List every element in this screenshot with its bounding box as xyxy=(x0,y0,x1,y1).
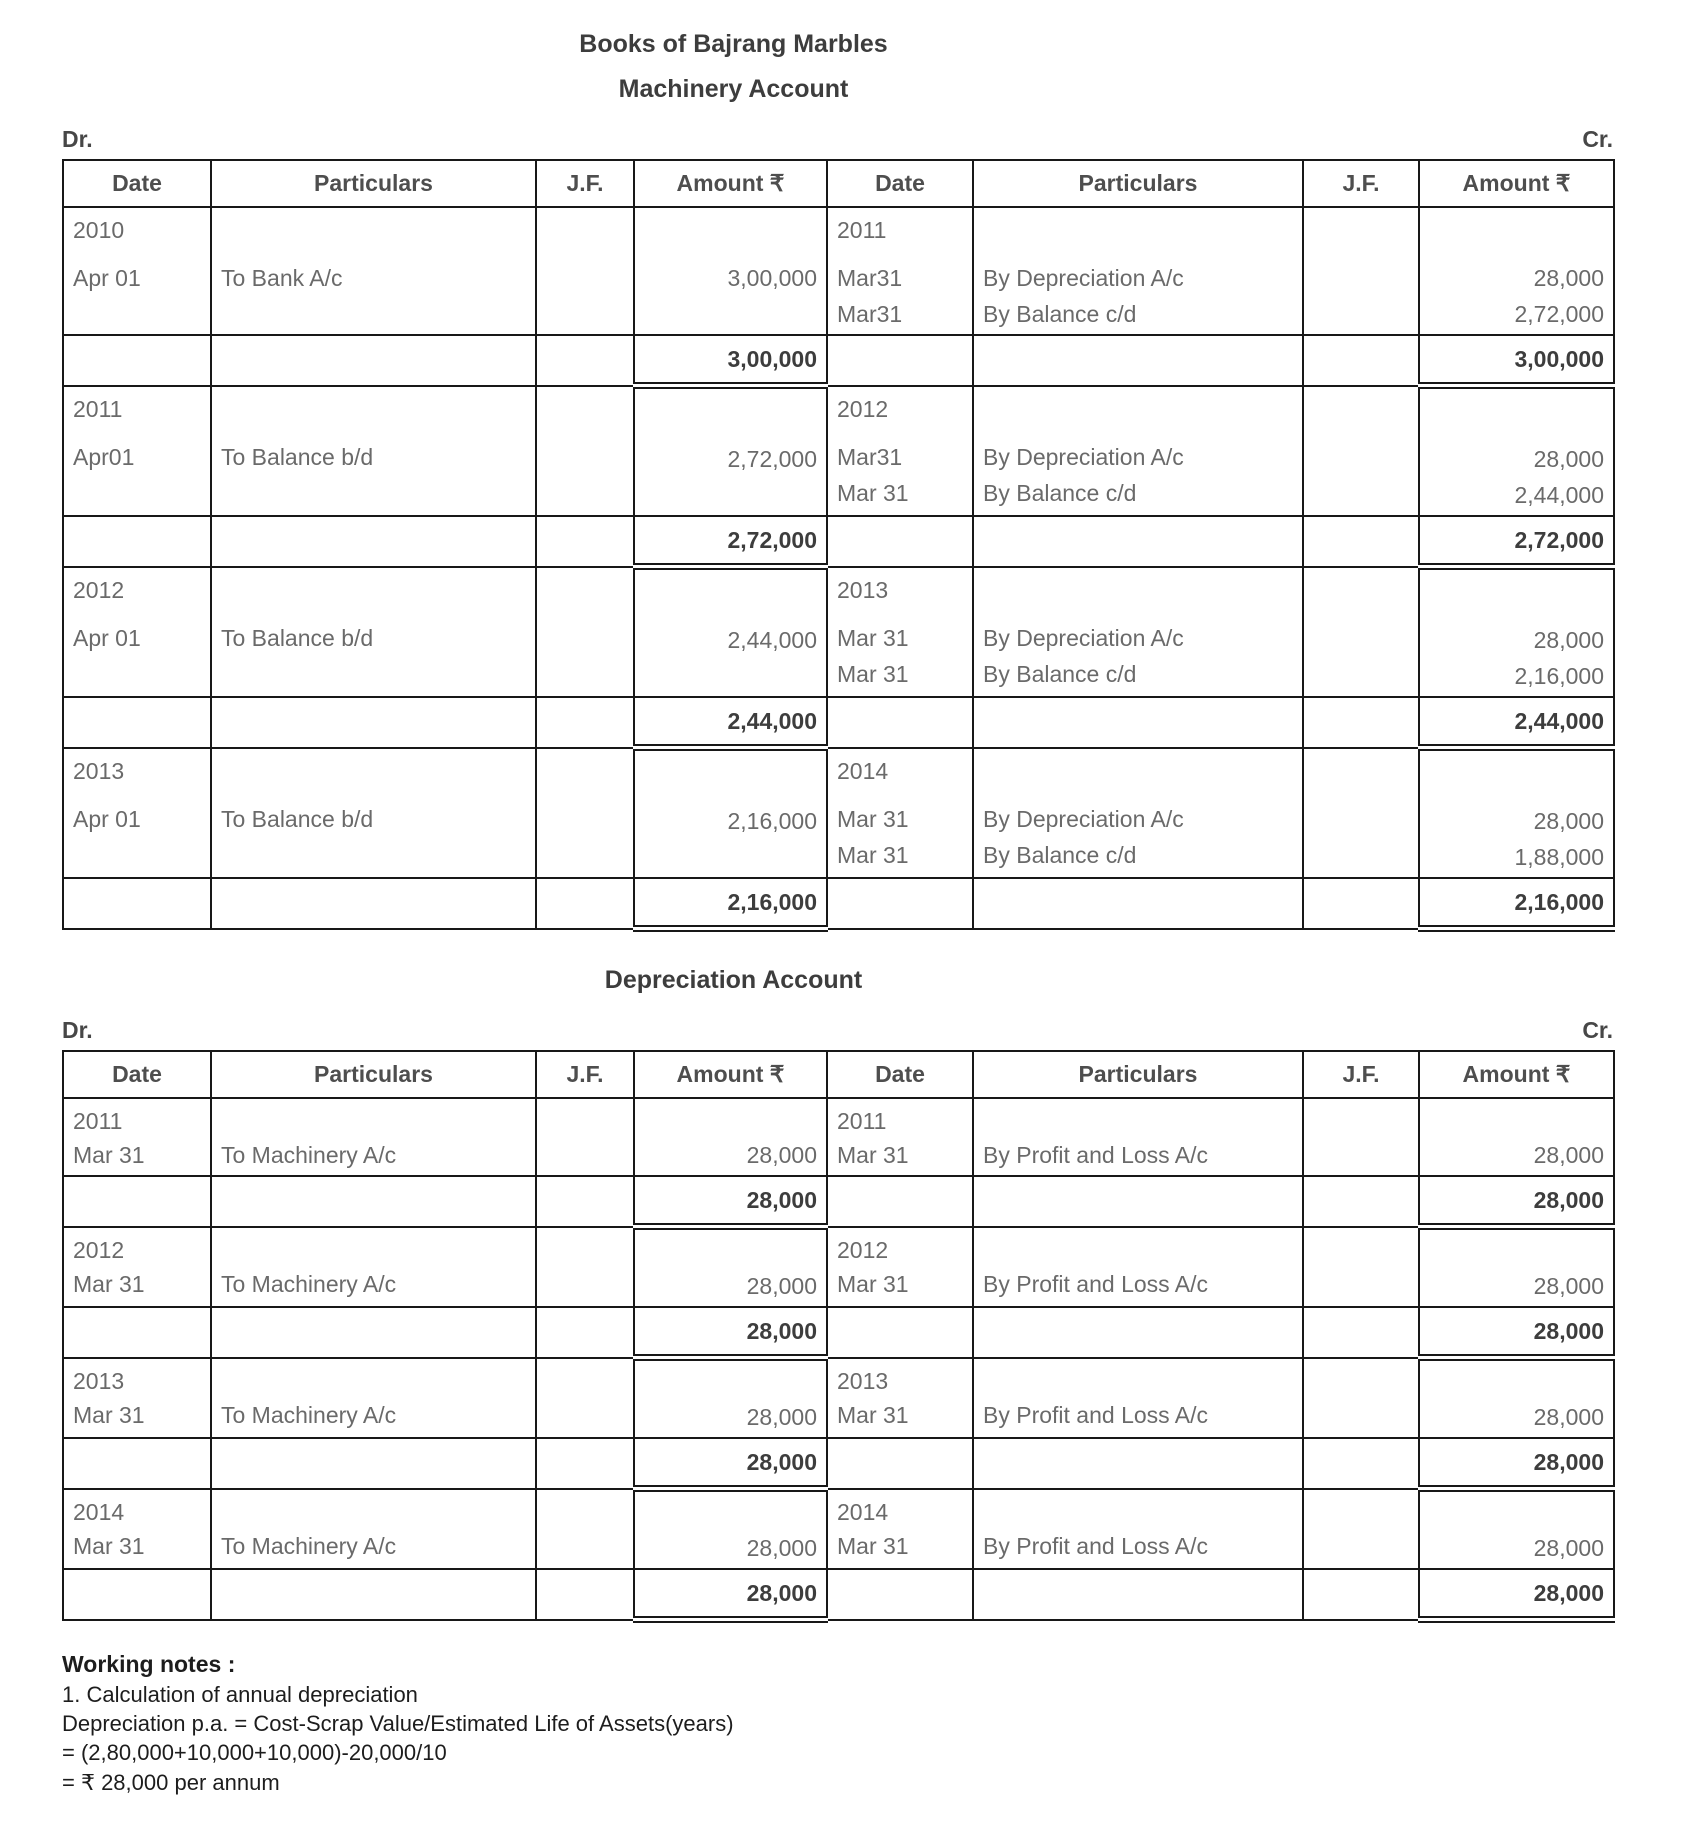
entry-amount: 28,000 xyxy=(1533,1535,1604,1561)
particulars-cell xyxy=(973,1227,1303,1308)
jf-cell xyxy=(536,1569,634,1620)
entry-date: Mar 31 xyxy=(837,1270,909,1297)
entry-amount: 2,44,000 xyxy=(727,627,817,653)
particulars-cell xyxy=(973,207,1303,335)
year-label: 2014 xyxy=(837,1498,889,1525)
date-cell xyxy=(827,1489,973,1570)
entry-amount: 28,000 xyxy=(1533,1404,1604,1430)
date-cell xyxy=(827,748,973,879)
entry-amount: 28,000 xyxy=(1533,1273,1604,1299)
total-row xyxy=(63,697,1614,748)
entry-particulars: By Profit and Loss A/c xyxy=(983,1401,1209,1428)
particulars-cell xyxy=(211,516,536,567)
particulars-cell xyxy=(973,1438,1303,1489)
entry-particulars: By Balance c/d xyxy=(983,479,1137,506)
date-cell xyxy=(827,1098,973,1176)
jf-cell xyxy=(536,1489,634,1570)
entry-date: Mar 31 xyxy=(73,1142,145,1168)
particulars-cell xyxy=(211,1569,536,1620)
total-row xyxy=(63,1176,1614,1227)
jf-cell xyxy=(536,516,634,567)
jf-cell xyxy=(1303,1569,1419,1620)
date-cell xyxy=(827,1307,973,1358)
amount-cell xyxy=(1419,207,1614,335)
date-cell xyxy=(827,1569,973,1620)
date-cell xyxy=(63,1358,211,1439)
date-cell xyxy=(827,697,973,748)
col-header-date-cr: Date xyxy=(827,160,973,207)
particulars-cell xyxy=(211,1307,536,1358)
entry-date: Mar 31 xyxy=(73,1270,145,1297)
entry-particulars: To Balance b/d xyxy=(221,624,374,651)
entry-particulars: By Balance c/d xyxy=(983,301,1137,327)
entry-date: Mar 31 xyxy=(73,1532,145,1559)
particulars-cell xyxy=(973,1358,1303,1439)
amount-cell xyxy=(1419,1227,1614,1308)
entry-row xyxy=(63,567,1614,698)
machinery-drcr-row xyxy=(62,126,1613,153)
entry-amount: 28,000 xyxy=(746,1273,817,1299)
entry-date: Mar 31 xyxy=(837,1401,909,1428)
jf-cell xyxy=(536,1358,634,1439)
particulars-cell xyxy=(973,1489,1303,1570)
total-amount: 28,000 xyxy=(634,1569,827,1620)
year-label: 2011 xyxy=(73,1108,123,1134)
amount-cell xyxy=(1419,567,1614,698)
entry-particulars: To Machinery A/c xyxy=(221,1270,397,1297)
jf-cell xyxy=(1303,1307,1419,1358)
jf-cell xyxy=(1303,335,1419,386)
date-cell xyxy=(63,878,211,929)
entry-amount: 28,000 xyxy=(1533,627,1604,653)
col-header-jf-cr: J.F. xyxy=(1303,1051,1419,1098)
dr-label: Dr. xyxy=(62,1017,93,1043)
entry-particulars: By Profit and Loss A/c xyxy=(983,1532,1209,1559)
amount-cell xyxy=(634,748,827,879)
year-label: 2014 xyxy=(73,1498,125,1525)
total-row xyxy=(63,1307,1614,1358)
jf-cell xyxy=(536,748,634,879)
entry-date: Mar 31 xyxy=(837,1532,909,1559)
col-header-particulars-dr: Particulars xyxy=(211,160,536,207)
particulars-cell xyxy=(211,1438,536,1489)
entry-particulars: By Balance c/d xyxy=(983,841,1137,868)
date-cell xyxy=(63,1489,211,1570)
entry-particulars: To Balance b/d xyxy=(221,443,374,470)
col-header-amount-dr: Amount ₹ xyxy=(634,1051,827,1098)
particulars-cell xyxy=(973,335,1303,386)
jf-cell xyxy=(536,567,634,698)
particulars-cell xyxy=(973,1569,1303,1620)
year-label: 2012 xyxy=(73,1236,125,1263)
dr-label: Dr. xyxy=(62,126,93,152)
entry-amount: 28,000 xyxy=(746,1142,817,1168)
particulars-cell xyxy=(973,1098,1303,1176)
entry-particulars: To Machinery A/c xyxy=(221,1401,397,1428)
particulars-cell xyxy=(973,516,1303,567)
particulars-cell xyxy=(973,878,1303,929)
total-amount: 2,72,000 xyxy=(634,516,827,567)
entry-date: Mar 31 xyxy=(837,479,909,506)
jf-cell xyxy=(1303,1358,1419,1439)
col-header-particulars-cr: Particulars xyxy=(973,1051,1303,1098)
particulars-cell xyxy=(211,335,536,386)
col-header-particulars-cr: Particulars xyxy=(973,160,1303,207)
depreciation-title-box xyxy=(62,966,1613,995)
date-cell xyxy=(827,1438,973,1489)
total-amount: 2,44,000 xyxy=(634,697,827,748)
particulars-cell xyxy=(211,1176,536,1227)
date-cell xyxy=(63,516,211,567)
amount-cell xyxy=(1419,1358,1614,1439)
entry-particulars: To Machinery A/c xyxy=(221,1532,397,1559)
year-label: 2013 xyxy=(837,1367,889,1394)
total-amount: 2,16,000 xyxy=(1419,878,1614,929)
total-amount: 28,000 xyxy=(1419,1176,1614,1227)
entry-date: Mar31 xyxy=(837,301,903,327)
col-header-amount-dr: Amount ₹ xyxy=(634,160,827,207)
date-cell xyxy=(827,1176,973,1227)
particulars-cell xyxy=(211,697,536,748)
total-row xyxy=(63,1438,1614,1489)
entry-date: Mar 31 xyxy=(837,805,909,832)
jf-cell xyxy=(536,335,634,386)
col-header-date-cr: Date xyxy=(827,1051,973,1098)
particulars-cell xyxy=(211,1227,536,1308)
entry-date: Apr 01 xyxy=(73,805,141,832)
jf-cell xyxy=(536,386,634,517)
particulars-cell xyxy=(973,386,1303,517)
year-label: 2010 xyxy=(73,217,125,243)
entry-row xyxy=(63,1489,1614,1570)
date-cell xyxy=(63,1227,211,1308)
jf-cell xyxy=(1303,1227,1419,1308)
year-label: 2012 xyxy=(837,395,889,422)
total-amount: 28,000 xyxy=(634,1307,827,1358)
amount-cell xyxy=(634,567,827,698)
entry-date: Mar 31 xyxy=(73,1401,145,1428)
year-label: 2011 xyxy=(837,217,887,243)
working-notes-title: Working notes : xyxy=(62,1651,236,1677)
jf-cell xyxy=(536,878,634,929)
depreciation-account-table xyxy=(62,1050,1615,1623)
total-amount: 28,000 xyxy=(1419,1569,1614,1620)
working-notes-line: 1. Calculation of annual depreciation xyxy=(62,1681,418,1707)
entry-particulars: By Depreciation A/c xyxy=(983,624,1184,651)
total-row xyxy=(63,878,1614,929)
header-row xyxy=(63,1051,1614,1098)
total-row xyxy=(63,335,1614,386)
entry-amount: 3,00,000 xyxy=(727,265,817,291)
amount-cell xyxy=(634,207,827,335)
date-cell xyxy=(827,1227,973,1308)
entry-particulars: By Depreciation A/c xyxy=(983,443,1184,470)
year-label: 2011 xyxy=(837,1108,887,1134)
date-cell xyxy=(63,1569,211,1620)
amount-cell xyxy=(1419,748,1614,879)
title-box xyxy=(62,30,1613,104)
particulars-cell xyxy=(211,1098,536,1176)
date-cell xyxy=(827,335,973,386)
entry-date: Mar31 xyxy=(837,443,903,470)
year-label: 2012 xyxy=(837,1236,889,1263)
total-amount: 28,000 xyxy=(634,1438,827,1489)
amount-cell xyxy=(634,386,827,517)
col-header-jf-cr: J.F. xyxy=(1303,160,1419,207)
jf-cell xyxy=(1303,1098,1419,1176)
entry-date: Apr 01 xyxy=(73,265,141,291)
total-row xyxy=(63,1569,1614,1620)
entry-amount: 2,72,000 xyxy=(727,446,817,472)
entry-particulars: To Machinery A/c xyxy=(221,1142,397,1168)
date-cell xyxy=(63,207,211,335)
jf-cell xyxy=(1303,1438,1419,1489)
entry-amount: 28,000 xyxy=(746,1535,817,1561)
amount-cell xyxy=(634,1489,827,1570)
entry-particulars: By Balance c/d xyxy=(983,660,1137,687)
machinery-account-table xyxy=(62,159,1615,932)
machinery-account-title: Machinery Account xyxy=(618,75,849,103)
cr-label: Cr. xyxy=(1582,126,1613,152)
entry-amount: 28,000 xyxy=(746,1404,817,1430)
working-notes xyxy=(62,1651,1700,1796)
entry-row xyxy=(63,1098,1614,1176)
amount-cell xyxy=(1419,1489,1614,1570)
particulars-cell xyxy=(973,1176,1303,1227)
date-cell xyxy=(63,1176,211,1227)
year-label: 2014 xyxy=(837,757,889,784)
entry-date: Mar31 xyxy=(837,265,903,291)
working-notes-line: Depreciation p.a. = Cost-Scrap Value/Estimated Life of Assets(years) xyxy=(62,1710,734,1736)
entry-date: Mar 31 xyxy=(837,660,909,687)
date-cell xyxy=(63,1307,211,1358)
entry-amount: 2,16,000 xyxy=(1514,663,1604,689)
date-cell xyxy=(827,878,973,929)
particulars-cell xyxy=(973,1307,1303,1358)
particulars-cell xyxy=(211,1358,536,1439)
entry-date: Apr01 xyxy=(73,443,135,470)
jf-cell xyxy=(536,1176,634,1227)
header-row xyxy=(63,160,1614,207)
jf-cell xyxy=(1303,1176,1419,1227)
date-cell xyxy=(63,567,211,698)
entry-amount: 2,44,000 xyxy=(1514,482,1604,508)
year-label: 2012 xyxy=(73,576,125,603)
jf-cell xyxy=(536,1307,634,1358)
entry-row xyxy=(63,386,1614,517)
entry-amount: 28,000 xyxy=(1533,1142,1604,1168)
particulars-cell xyxy=(211,748,536,879)
jf-cell xyxy=(1303,697,1419,748)
total-amount: 28,000 xyxy=(634,1176,827,1227)
depreciation-account-title: Depreciation Account xyxy=(604,966,863,994)
entry-amount: 2,72,000 xyxy=(1514,301,1604,327)
entry-date: Mar 31 xyxy=(837,1142,909,1168)
entry-amount: 28,000 xyxy=(1533,446,1604,472)
date-cell xyxy=(63,386,211,517)
entry-particulars: By Depreciation A/c xyxy=(983,805,1184,832)
jf-cell xyxy=(1303,878,1419,929)
year-label: 2013 xyxy=(73,1367,125,1394)
jf-cell xyxy=(536,697,634,748)
jf-cell xyxy=(536,1098,634,1176)
depreciation-drcr-row xyxy=(62,1017,1613,1044)
amount-cell xyxy=(1419,1098,1614,1176)
amount-cell xyxy=(1419,386,1614,517)
date-cell xyxy=(63,335,211,386)
jf-cell xyxy=(1303,207,1419,335)
particulars-cell xyxy=(211,1489,536,1570)
col-header-amount-cr: Amount ₹ xyxy=(1419,1051,1614,1098)
jf-cell xyxy=(536,1438,634,1489)
particulars-cell xyxy=(211,386,536,517)
entry-particulars: By Profit and Loss A/c xyxy=(983,1270,1209,1297)
entry-row xyxy=(63,1358,1614,1439)
total-amount: 3,00,000 xyxy=(1419,335,1614,386)
col-header-jf-dr: J.F. xyxy=(536,1051,634,1098)
entry-particulars: To Bank A/c xyxy=(221,265,343,291)
col-header-jf-dr: J.F. xyxy=(536,160,634,207)
date-cell xyxy=(63,1438,211,1489)
cr-label: Cr. xyxy=(1582,1017,1613,1043)
particulars-cell xyxy=(973,748,1303,879)
date-cell xyxy=(63,697,211,748)
year-label: 2011 xyxy=(73,395,123,422)
entry-amount: 28,000 xyxy=(1533,808,1604,834)
entry-particulars: By Depreciation A/c xyxy=(983,265,1184,291)
entry-amount: 2,16,000 xyxy=(727,808,817,834)
jf-cell xyxy=(536,207,634,335)
col-header-date-dr: Date xyxy=(63,160,211,207)
entry-particulars: By Profit and Loss A/c xyxy=(983,1142,1209,1168)
particulars-cell xyxy=(973,567,1303,698)
year-label: 2013 xyxy=(837,576,889,603)
total-row xyxy=(63,516,1614,567)
col-header-amount-cr: Amount ₹ xyxy=(1419,160,1614,207)
col-header-date-dr: Date xyxy=(63,1051,211,1098)
jf-cell xyxy=(1303,516,1419,567)
total-amount: 2,44,000 xyxy=(1419,697,1614,748)
entry-row xyxy=(63,207,1614,335)
total-amount: 2,16,000 xyxy=(634,878,827,929)
col-header-particulars-dr: Particulars xyxy=(211,1051,536,1098)
entry-row xyxy=(63,748,1614,879)
entry-date: Apr 01 xyxy=(73,624,141,651)
entry-amount: 1,88,000 xyxy=(1514,844,1604,870)
particulars-cell xyxy=(211,567,536,698)
jf-cell xyxy=(1303,386,1419,517)
total-amount: 3,00,000 xyxy=(634,335,827,386)
working-notes-line: = ₹ 28,000 per annum xyxy=(62,1769,280,1795)
jf-cell xyxy=(1303,567,1419,698)
date-cell xyxy=(827,386,973,517)
amount-cell xyxy=(634,1227,827,1308)
date-cell xyxy=(827,516,973,567)
date-cell xyxy=(827,207,973,335)
jf-cell xyxy=(536,1227,634,1308)
jf-cell xyxy=(1303,748,1419,879)
date-cell xyxy=(63,748,211,879)
jf-cell xyxy=(1303,1489,1419,1570)
total-amount: 28,000 xyxy=(1419,1438,1614,1489)
date-cell xyxy=(63,1098,211,1176)
entry-date: Mar 31 xyxy=(837,624,909,651)
entry-row xyxy=(63,1227,1614,1308)
total-amount: 28,000 xyxy=(1419,1307,1614,1358)
amount-cell xyxy=(634,1358,827,1439)
amount-cell xyxy=(634,1098,827,1176)
particulars-cell xyxy=(211,207,536,335)
entry-amount: 28,000 xyxy=(1533,265,1604,291)
particulars-cell xyxy=(973,697,1303,748)
entry-particulars: To Balance b/d xyxy=(221,805,374,832)
page-title: Books of Bajrang Marbles xyxy=(579,30,888,58)
particulars-cell xyxy=(211,878,536,929)
date-cell xyxy=(827,1358,973,1439)
total-amount: 2,72,000 xyxy=(1419,516,1614,567)
working-notes-line: = (2,80,000+10,000+10,000)-20,000/10 xyxy=(62,1740,447,1766)
date-cell xyxy=(827,567,973,698)
year-label: 2013 xyxy=(73,757,125,784)
entry-date: Mar 31 xyxy=(837,841,909,868)
